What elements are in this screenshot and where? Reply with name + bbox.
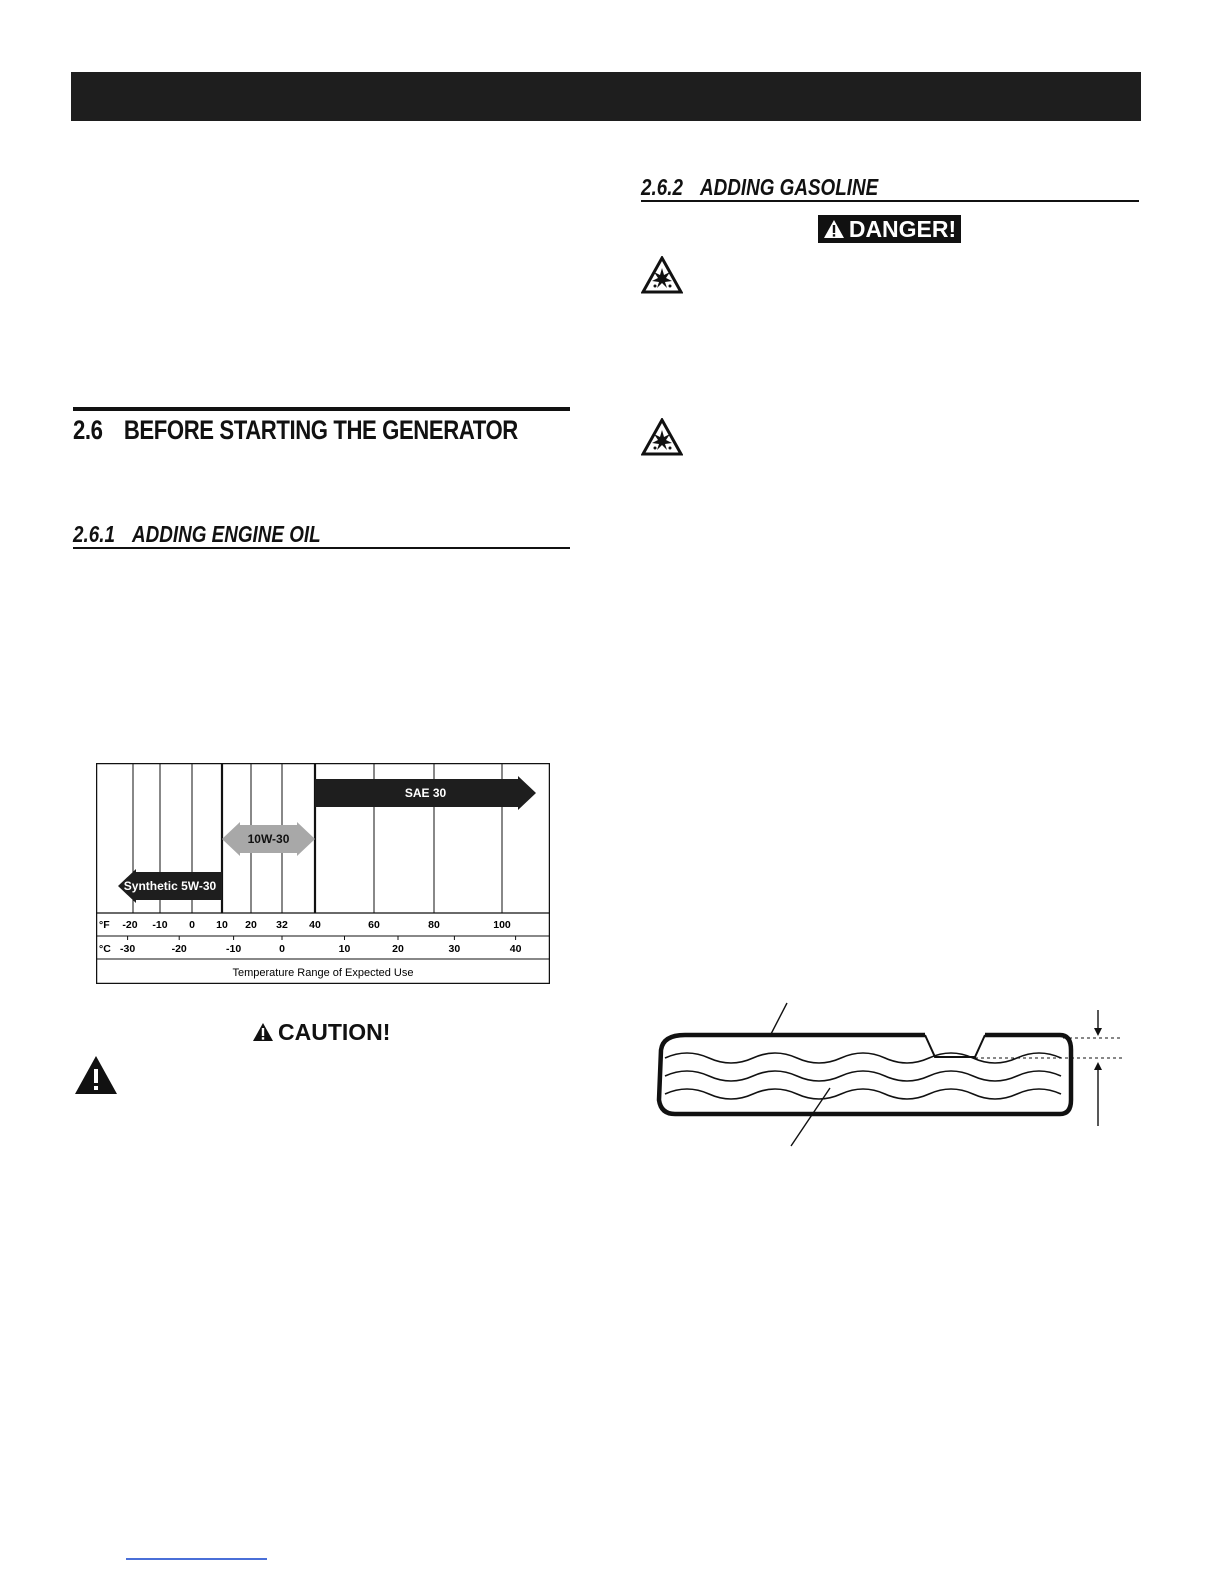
fahrenheit-tick-label: 32 xyxy=(276,919,288,931)
fahrenheit-tick-label: 40 xyxy=(309,919,321,931)
tank-outline xyxy=(659,1035,1071,1114)
celsius-unit: °C xyxy=(99,943,111,955)
danger-label: DANGER! xyxy=(848,216,957,242)
section-title: BEFORE STARTING THE GENERATOR xyxy=(123,415,518,445)
subsection-rule xyxy=(641,200,1139,202)
fahrenheit-tick-label: 10 xyxy=(216,919,228,931)
caution-label: CAUTION! xyxy=(278,1019,391,1045)
fahrenheit-tick-label: -20 xyxy=(122,919,138,931)
header-bar xyxy=(71,72,1141,121)
celsius-tick-label: -30 xyxy=(120,943,136,955)
danger-badge xyxy=(818,215,961,243)
section-heading-2-6 xyxy=(73,415,518,445)
celsius-tick-label: 30 xyxy=(448,943,461,955)
fahrenheit-tick-label: 20 xyxy=(245,919,257,931)
subsection-number: 2.6.1 xyxy=(73,521,115,547)
fuel-wave xyxy=(665,1089,1061,1099)
fahrenheit-unit: °F xyxy=(99,919,110,931)
warning-triangle-icon xyxy=(823,219,845,239)
explosion-hazard-icon xyxy=(641,256,683,294)
celsius-tick-label: 10 xyxy=(338,943,351,955)
oil-range-label: 10W-30 xyxy=(247,832,290,846)
warning-triangle-icon xyxy=(252,1022,274,1042)
subsection-heading-2-6-2 xyxy=(641,174,878,200)
explosion-hazard-icon xyxy=(641,418,683,456)
fahrenheit-tick-label: -10 xyxy=(152,919,168,931)
subsection-number: 2.6.2 xyxy=(641,174,683,200)
section-rule xyxy=(73,407,570,411)
subsection-rule xyxy=(73,547,570,549)
celsius-tick-label: 40 xyxy=(509,943,522,955)
subsection-title: ADDING ENGINE OIL xyxy=(132,521,321,547)
celsius-tick-label: 0 xyxy=(279,943,285,955)
oil-range-label: SAE 30 xyxy=(404,786,447,800)
fahrenheit-tick-label: 100 xyxy=(493,919,511,931)
fahrenheit-tick-label: 60 xyxy=(368,919,380,931)
bottom-link-underline[interactable] xyxy=(126,1558,267,1560)
section-number: 2.6 xyxy=(73,415,103,445)
fuel-wave xyxy=(665,1071,1061,1081)
fahrenheit-tick-label: 80 xyxy=(428,919,440,931)
fuel-tank-diagram xyxy=(655,1000,1130,1150)
caution-badge xyxy=(252,1018,390,1046)
exclamation-triangle-icon xyxy=(74,1055,118,1095)
oil-range-label: Synthetic 5W-30 xyxy=(123,879,217,893)
fahrenheit-tick-label: 0 xyxy=(189,919,195,931)
celsius-tick-label: -10 xyxy=(226,943,242,955)
subsection-title: ADDING GASOLINE xyxy=(700,174,879,200)
celsius-tick-label: -20 xyxy=(171,943,187,955)
oil-temperature-chart xyxy=(96,763,550,984)
leader-line xyxy=(771,1003,787,1034)
subsection-heading-2-6-1 xyxy=(73,521,321,547)
leader-line xyxy=(791,1088,830,1146)
celsius-tick-label: 20 xyxy=(392,943,404,955)
chart-x-label: Temperature Range of Expected Use xyxy=(232,967,414,979)
